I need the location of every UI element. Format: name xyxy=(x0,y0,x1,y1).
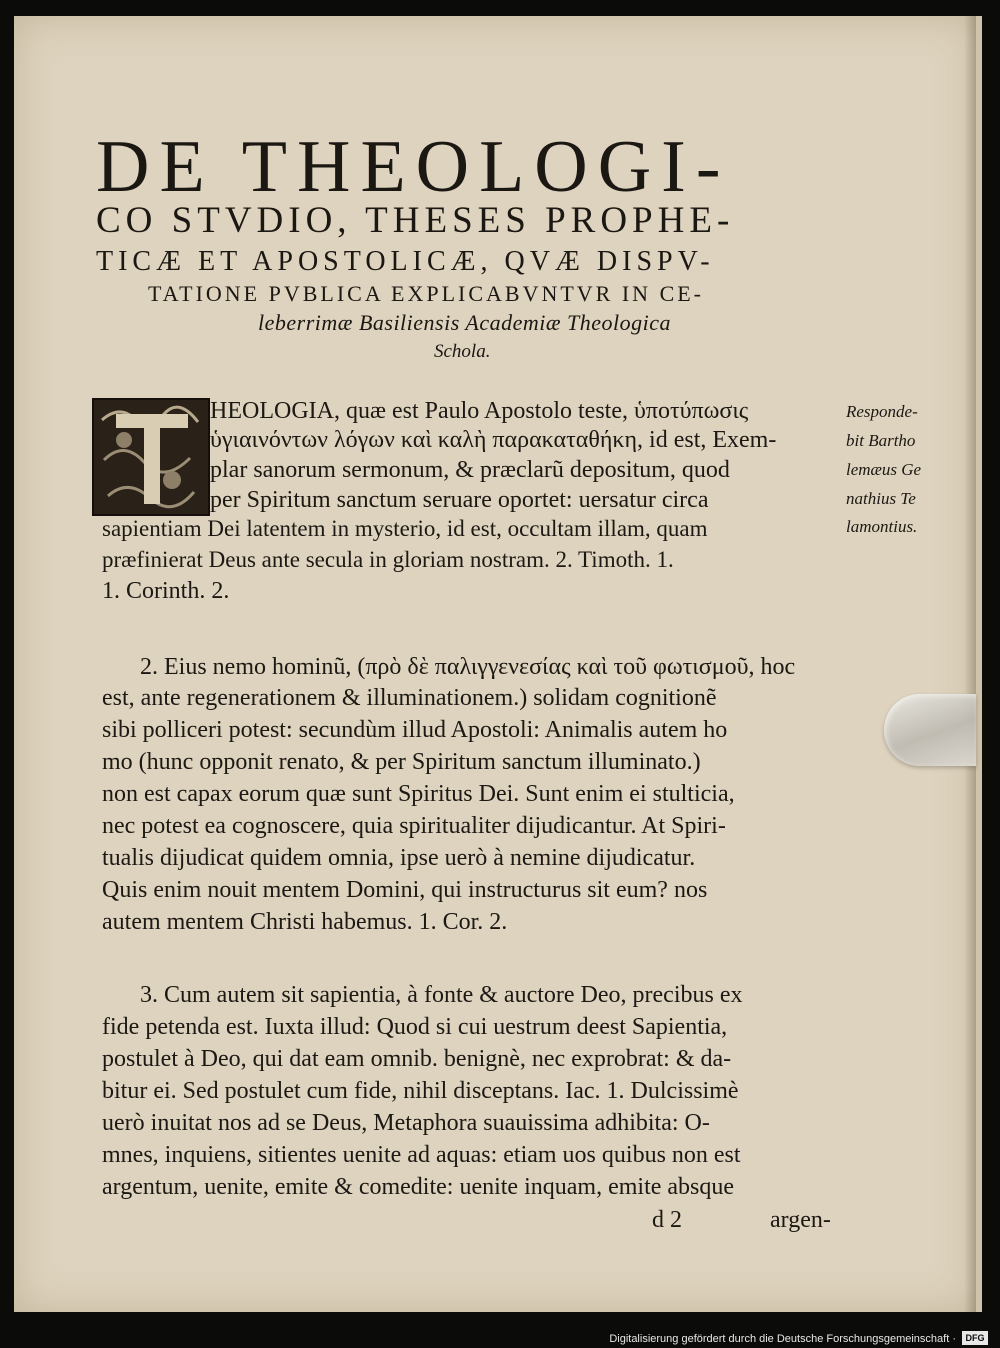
marginal-note-line: lemæus Ge xyxy=(846,460,922,479)
text-line: 3. Cum autem sit sapientia, à fonte & auctore Deo, precibus ex xyxy=(140,982,743,1008)
text-line: est, ante regenerationem & illuminationem.) solidam cognitionẽ xyxy=(102,685,717,711)
text-line: uerò inuitat nos ad se Deus, Metaphora suauissima adhibita: O- xyxy=(102,1110,710,1136)
text-line: præfinierat Deus ante secula in gloriam nostram. 2. Timoth. 1. xyxy=(102,547,674,572)
text-line: tualis dijudicat quidem omnia, ipse uerò à nemine dijudicatur. xyxy=(102,845,696,871)
title-line-2: CO STVDIO, THESES PROPHE- xyxy=(96,200,735,241)
text-line: sibi polliceri potest: secundùm illud Apostoli: Animalis autem ho xyxy=(102,717,728,743)
footer-credit: Digitalisierung gefördert durch die Deutsche Forschungsgemeinschaft · xyxy=(609,1333,956,1345)
text-line: postulet à Deo, qui dat eam omnib. benignè, nec exprobrat: & da- xyxy=(102,1046,732,1072)
text-line: bitur ei. Sed postulet cum fide, nihil disceptans. Iac. 1. Dulcissimè xyxy=(102,1078,739,1104)
title-line-3: TICÆ ET APOSTOLICÆ, QVÆ DISPV- xyxy=(96,246,715,277)
page-clip xyxy=(884,694,976,766)
text-line: mnes, inquiens, sitientes uenite ad aquas: etiam uos quibus non est xyxy=(102,1142,741,1168)
text-line: mo (hunc opponit renato, & per Spiritum sanctum illuminato.) xyxy=(102,749,701,775)
text-line: non est capax eorum quæ sunt Spiritus Dei. Sunt enim ei stulticia, xyxy=(102,781,735,807)
text-line: ὑγιαινόντων λόγων καὶ καλὴ παρακαταθήκη, id est, Exem- xyxy=(210,427,777,453)
title-line-1: DE THEOLOGI- xyxy=(96,126,731,208)
text-line: per Spiritum sanctum seruare oportet: uersatur circa xyxy=(210,487,709,513)
text-line: HEOLOGIA, quæ est Paulo Apostolo teste, ὑποτύπωσις xyxy=(210,398,749,424)
catchword: argen- xyxy=(770,1207,831,1233)
title-line-6: Schola. xyxy=(434,341,491,362)
dfg-logo: DFG xyxy=(962,1331,988,1345)
title-line-5: leberrimæ Basiliensis Academiæ Theologica xyxy=(258,310,672,335)
text-line: plar sanorum sermonum, & præclarũ depositum, quod xyxy=(210,457,730,483)
decorated-initial-T xyxy=(92,398,210,516)
text-line: sapientiam Dei latentem in mysterio, id est, occultam illam, quam xyxy=(102,516,708,541)
marginal-note-line: lamontius. xyxy=(846,517,918,536)
text-line: Quis enim nouit mentem Domini, qui instructurus sit eum? nos xyxy=(102,877,708,903)
text-line: 1. Corinth. 2. xyxy=(102,578,230,604)
marginal-note-line: Responde- xyxy=(846,402,918,421)
text-line: fide petenda est. Iuxta illud: Quod si cui uestrum deest Sapientia, xyxy=(102,1014,728,1040)
marginal-note-line: nathius Te xyxy=(846,489,916,508)
signature-mark: d 2 xyxy=(652,1207,682,1233)
text-line: nec potest ea cognoscere, quia spiritualiter dijudicantur. At Spiri- xyxy=(102,813,726,839)
text-line: argentum, uenite, emite & comedite: uenite inquam, emite absque xyxy=(102,1174,735,1200)
text-line: 2. Eius nemo hominũ, (πρὸ δὲ παλιγγενεσίας καὶ τοῦ φωτισμοῦ, hoc xyxy=(140,654,796,680)
marginal-note-line: bit Bartho xyxy=(846,431,916,450)
title-line-4: TATIONE PVBLICA EXPLICABVNTVR IN CE- xyxy=(148,281,705,306)
text-line: autem mentem Christi habemus. 1. Cor. 2. xyxy=(102,909,508,935)
